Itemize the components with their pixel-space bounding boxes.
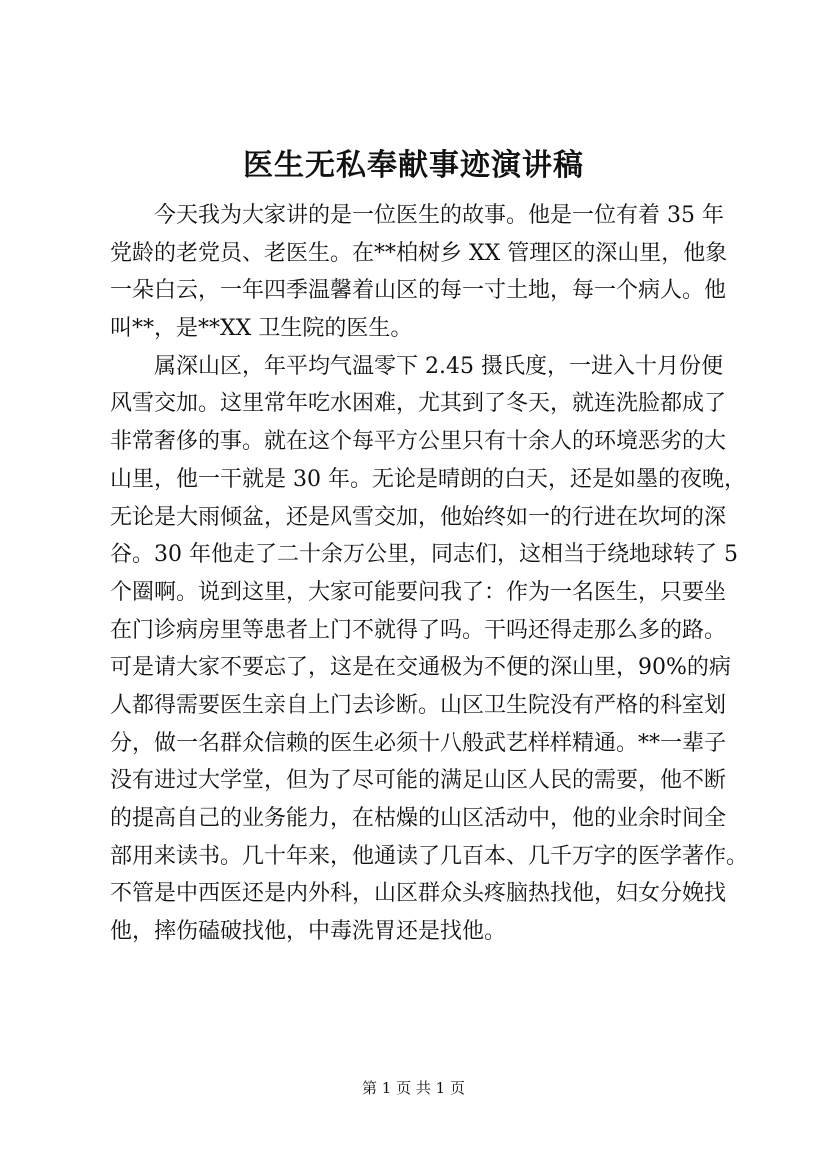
body-line: 非常奢侈的事。就在这个每平方公里只有十余人的环境恶劣的大 bbox=[110, 429, 727, 455]
body-line: 属深山区，年平均气温零下 2.45 摄氏度，一进入十月份便 bbox=[110, 353, 723, 379]
body-line: 今天我为大家讲的是一位医生的故事。他是一位有着 35 年 bbox=[110, 203, 724, 228]
body-line: 个圈啊。说到这里，大家可能要问我了：作为一名医生，只要坐 bbox=[110, 579, 727, 605]
body-line: 风雪交加。这里常年吃水困难，尤其到了冬天，就连洗脸都成了 bbox=[110, 391, 727, 417]
body-line: 可是请大家不要忘了，这是在交通极为不便的深山里，90%的病 bbox=[110, 655, 731, 681]
body-line: 他，摔伤磕破找他，中毒洗胃还是找他。 bbox=[110, 919, 507, 945]
body-line: 人都得需要医生亲自上门去诊断。山区卫生院没有严格的科室划 bbox=[110, 692, 727, 718]
body-line: 无论是大雨倾盆，还是风雪交加，他始终如一的行进在坎坷的深 bbox=[110, 504, 727, 530]
document-body bbox=[110, 197, 750, 951]
document-title: 医生无私奉献事迹演讲稿 bbox=[243, 148, 584, 183]
body-line: 部用来读书。几十年来，他通读了几百本、几千万字的医学著作。 bbox=[110, 843, 749, 869]
body-line: 山里，他一干就是 30 年。无论是晴朗的白天，还是如墨的夜晚， bbox=[110, 466, 746, 492]
body-line: 的提高自己的业务能力，在枯燥的山区活动中，他的业余时间全 bbox=[110, 806, 727, 831]
body-line: 分，做一名群众信赖的医生必须十八般武艺样样精通。**一辈子 bbox=[110, 730, 727, 756]
body-line: 没有进过大学堂，但为了尽可能的满足山区人民的需要，他不断 bbox=[110, 768, 727, 794]
body-line: 在门诊病房里等患者上门不就得了吗。干吗还得走那么多的路。 bbox=[110, 617, 727, 643]
body-line: 谷。30 年他走了二十余万公里，同志们，这相当于绕地球转了 5 bbox=[110, 542, 738, 568]
body-line: 不管是中西医还是内外科，山区群众头疼脑热找他，妇女分娩找 bbox=[110, 881, 727, 907]
body-line: 叫**，是**XX 卫生院的医生。 bbox=[110, 316, 413, 342]
page-footer: 第 1 页 共 1 页 bbox=[362, 1079, 465, 1097]
body-line: 一朵白云，一年四季温馨着山区的每一寸土地，每一个病人。他 bbox=[110, 278, 727, 304]
body-line: 党龄的老党员、老医生。在**柏树乡 XX 管理区的深山里，他象 bbox=[110, 240, 728, 266]
